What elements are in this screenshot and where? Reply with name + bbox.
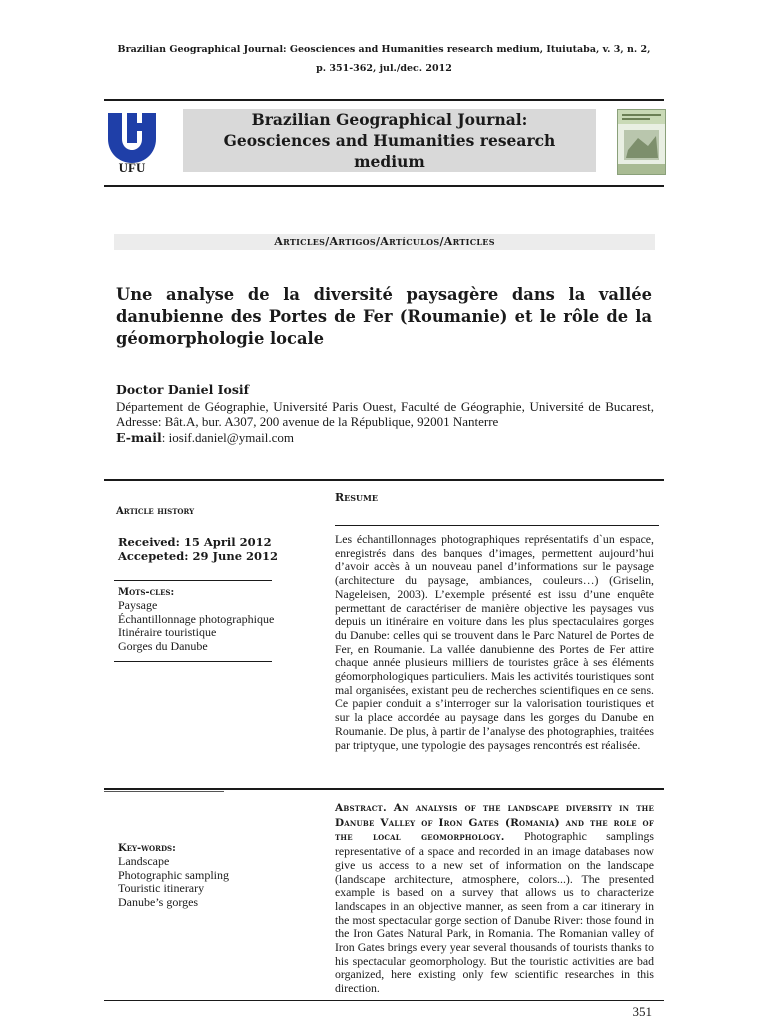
ufu-logo-icon [104, 109, 160, 165]
ufu-logo-text: UFU [118, 160, 146, 175]
resume-heading: Resume [335, 491, 378, 504]
history-top-rule [104, 479, 664, 481]
author-email [116, 430, 294, 446]
page-number: 351 [632, 1004, 652, 1019]
abstract-block [335, 801, 654, 996]
mot-cle-item: Paysage [118, 598, 158, 612]
article-title: Une analyse de la diversité paysagère dans la vallée danubienne des Portes de Fer (Roumanie) et le rôle de la géomorphologie locale [116, 285, 652, 348]
mots-cles-heading: Mots-cles: [118, 587, 175, 598]
footer-rule [104, 1000, 664, 1001]
masthead-bottom-rule [104, 185, 664, 187]
article-history-heading: Article history [116, 506, 195, 517]
mots-cles-bottom-rule [114, 661, 272, 662]
journal-title-line1: Brazilian Geographical Journal: [251, 110, 528, 129]
abstract-text: Photographic samplings representative of a space and recorded in an image databases now give us access to a new set of information on the landscape (landscape architecture, atmosphere, colors...). The presented example is based on a survey that allows us to characterize landscapes in an objective manner, as seen from a car itinerary in the most spectacular gorge section of Danube River: those found in the Iron Gates Natural Park, in Romania. The Romanian valley of Iron Gates brings every year several thousands of tourists thanks to his spectacular geomorphology. But the touristic activities are bad organized, here existing only few scientific researches in this direction. [335, 829, 654, 996]
mot-cle-item: Itinéraire touristique [118, 625, 217, 639]
journal-title-line3: medium [354, 152, 425, 171]
key-word-item: Danube’s gorges [118, 894, 199, 909]
abstract-lead: Abstract. An analysis of the landscape diversity in the Danube Valley of Iron Gates (Romania) and the role of the local geomorphology. [335, 802, 654, 844]
journal-cover-thumbnail [617, 109, 666, 175]
resume-text: Les échantillonnages photographiques représentatifs d`un espace, enregistrés dans des banques d’images, permettent aujourd’hui d’avoir accès à un nouveau panel d’informations sur le paysage (architecture du paysage, ambiances, couleurs…) (Griselin, Nageleisen, 2003). L’exemple présenté est issu d’une enquête permettant de caractériser de manière objective les paysages vus depuis un itinéraire en voiture dans les plus spectaculaires gorges du Danube: celles qui se trouvent dans le Parc Naturel de Portes de Fer, en Roumanie. La vallée danubienne des Portes de Fer attire chaque année plusieurs milliers de touristes grâce à ses éléments géomorphologiques particuliers. Mais les activités touristiques sont mal organisées, existant peu de recherches scientifiques en ce sens. Ce papier conduit a s’interroger sur la valorisation touristiques et sur la place accordée au paysage dans les gorges du Danube en Roumanie. De plus, à partir de l’analyse des photographies, traitées par triptyque, une typologie des paysages rencontrés est réalisée. [335, 532, 654, 752]
key-word-item: Touristic itinerary [118, 881, 205, 895]
author-name: Doctor Daniel Iosif [116, 382, 250, 397]
journal-title-line2: Geosciences and Humanities research [223, 131, 556, 150]
email-address: : iosif.daniel@ymail.com [161, 430, 294, 445]
accepted-date: Accepeted: 29 June 2012 [118, 549, 279, 563]
keywords-top-rule [104, 791, 224, 792]
received-date: Received: 15 April 2012 [118, 535, 272, 549]
email-label: E-mail [116, 430, 162, 445]
key-word-item: Landscape [118, 854, 170, 868]
abstract-top-rule [104, 788, 664, 790]
mot-cle-item: Gorges du Danube [118, 638, 208, 653]
running-header-line1: Brazilian Geographical Journal: Geosciences and Humanities research medium, Ituiutaba, v. 3, n. 2, [117, 44, 651, 55]
resume-rule [335, 525, 659, 526]
key-words-list [118, 855, 229, 909]
author-affiliation: Département de Géographie, Université Paris Ouest, Faculté de Géographie, Université de Bucarest, Adresse: Bât.A, bur. A307, 200 avenue de la République, 92001 Nanterre [116, 399, 654, 429]
mots-cles-list [118, 599, 274, 653]
journal-title-box [183, 109, 596, 172]
key-word-item: Photographic sampling [118, 867, 229, 882]
mot-cle-item: Échantillonnage photographique [118, 611, 275, 626]
section-label: Articles/Artigos/Artículos/Articles [114, 234, 655, 250]
journal-cover-image [618, 110, 665, 174]
masthead-top-rule [104, 99, 664, 101]
mots-cles-top-rule [114, 580, 272, 581]
key-words-heading: Key-words: [118, 843, 176, 854]
running-header-line2: p. 351-362, jul./dec. 2012 [316, 63, 452, 74]
